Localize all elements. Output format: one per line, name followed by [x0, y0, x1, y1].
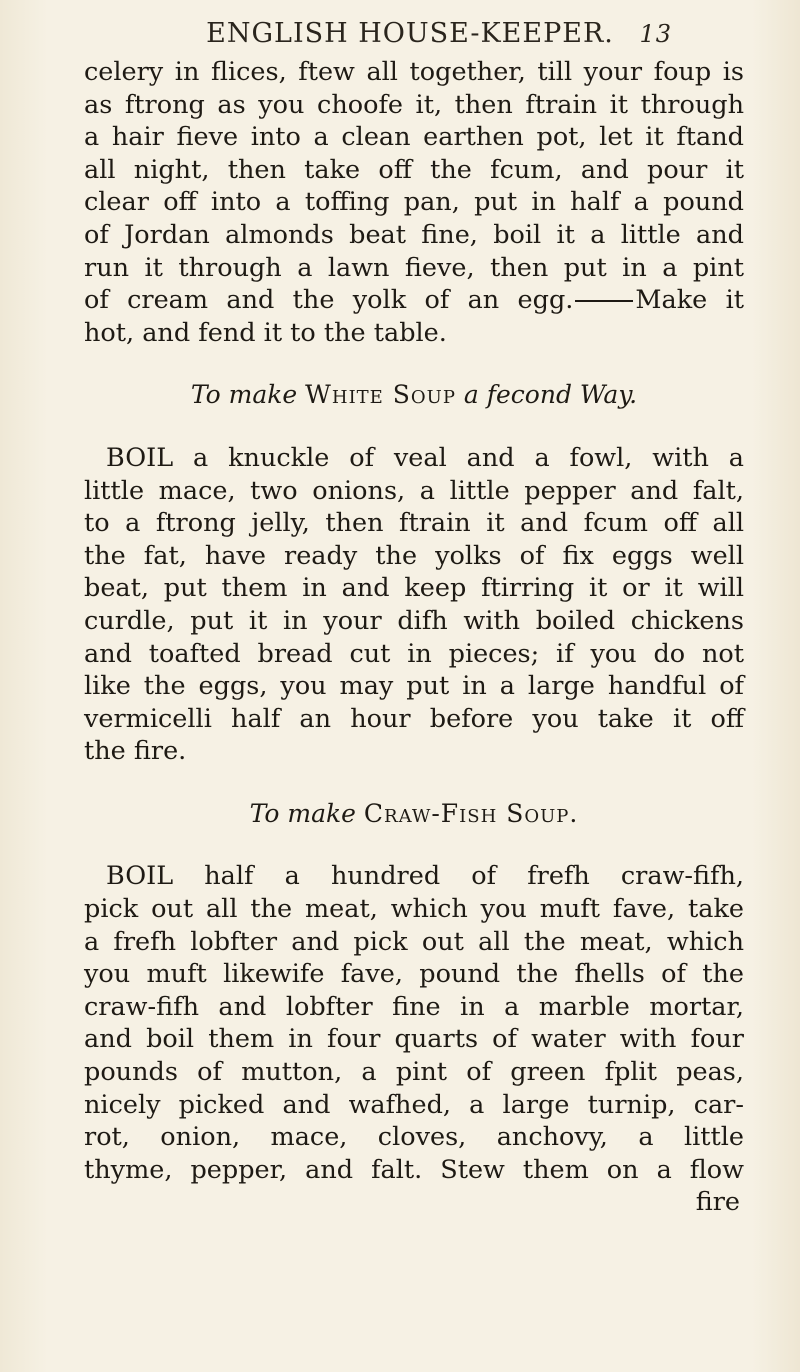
text-line: the fat, have ready the yolks of fix eggs well [84, 540, 744, 571]
heading-title: White Soup [305, 380, 456, 410]
text-line: pick out all the meat, which you muft fave, take [84, 894, 744, 925]
text-line: a hair fieve into a clean earthen pot, let it ftand [84, 122, 744, 153]
text-line: you muft likewife fave, pound the fhells of the [84, 959, 744, 990]
text-line [84, 284, 744, 317]
text-line: to a ftrong jelly, then ftrain it and fcum off all [84, 508, 744, 539]
text-line: like the eggs, you may put in a large handful of [84, 671, 744, 702]
running-title: ENGLISH HOUSE-KEEPER. [206, 18, 614, 49]
heading-title: Craw-Fish Soup. [363, 798, 579, 828]
text-line: beat, put them in and keep ftirring it or it will [84, 573, 744, 604]
text-line: celery in flices, ftew all together, till your foup is [84, 57, 744, 87]
text-line: rot, onion, mace, cloves, anchovy, a little [84, 1122, 744, 1153]
recipe-heading-white-soup [84, 379, 744, 412]
page-number: 13 [639, 20, 672, 48]
text-line: BOIL a knuckle of veal and a fowl, with a [106, 442, 744, 473]
text-line: hot, and fend it to the table. [84, 317, 447, 348]
text-line: pounds of mutton, a pint of green fplit peas, [84, 1057, 744, 1088]
text-line: and boil them in four quarts of water with four [84, 1024, 744, 1055]
paragraph-celery-soup [84, 56, 744, 349]
text-line: vermicelli half an hour before you take it off [84, 703, 744, 734]
text-line: little mace, two onions, a little pepper and falt, [84, 475, 744, 506]
text-line: clear off into a toffing pan, put in half a pound [84, 187, 744, 218]
paragraph-craw-fish-soup [84, 860, 744, 1219]
text-line: all night, then take off the fcum, and pour it [84, 154, 744, 185]
catchword: fire [695, 1187, 740, 1218]
em-rule [575, 300, 633, 302]
text-line: craw-fifh and lobfter fine in a marble mortar, [84, 991, 744, 1022]
heading-suffix: a fecond Way. [463, 380, 638, 410]
text-fragment: Make it [635, 285, 744, 316]
recipe-heading-craw-fish-soup [84, 798, 744, 831]
text-line: thyme, pepper, and falt. Stew them on a flow [84, 1154, 744, 1185]
text-line: of Jordan almonds beat fine, boil it a little and [84, 219, 744, 250]
text-line: nicely picked and wafhed, a large turnip, car- [84, 1089, 744, 1120]
text-line: curdle, put it in your difh with boiled chickens [84, 605, 744, 636]
text-line: a frefh lobfter and pick out all the meat, which [84, 926, 744, 957]
text-line: the fire. [84, 736, 187, 767]
paragraph-white-soup [84, 442, 744, 768]
running-header [150, 18, 670, 49]
text-line: and toafted bread cut in pieces; if you do not [84, 638, 744, 669]
text-fragment: of cream and the yolk of an egg. [84, 285, 574, 316]
page-body [84, 56, 744, 1219]
heading-prefix: To make [249, 798, 356, 828]
text-line: as ftrong as you choofe it, then ftrain it through [84, 89, 744, 120]
heading-prefix: To make [190, 380, 298, 410]
text-line: run it through a lawn fieve, then put in a pint [84, 252, 744, 283]
text-line: BOIL half a hundred of frefh craw-fifh, [106, 861, 744, 892]
